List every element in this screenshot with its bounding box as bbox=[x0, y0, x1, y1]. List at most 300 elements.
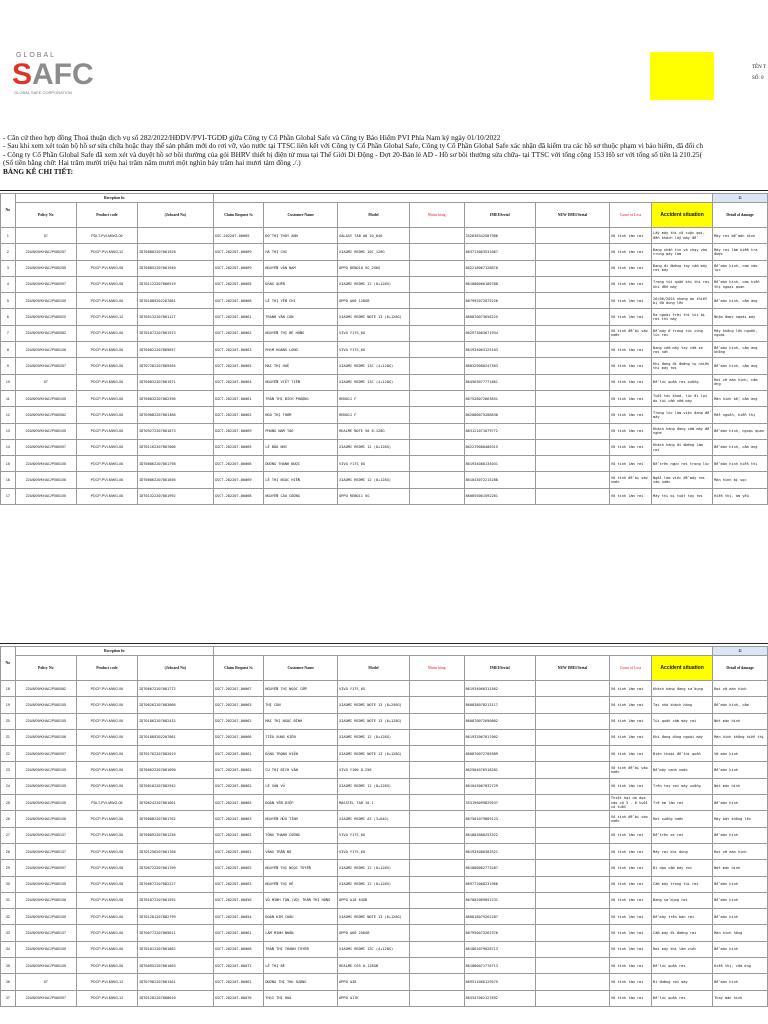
logo-subtitle: GLOBAL SAFE CORPORATION bbox=[14, 90, 73, 95]
row-cause: Vô tình làm rơi bbox=[609, 407, 651, 423]
row-claim: GSCT-202207-00069 bbox=[213, 472, 264, 488]
row-shop bbox=[409, 309, 464, 325]
row-customer: NGUYỄN CAO CƯỜNG bbox=[264, 488, 338, 504]
row-product: PDCP-PVI-MWG-12 bbox=[76, 990, 137, 1006]
row-shop bbox=[409, 876, 464, 892]
row-new-imei bbox=[536, 423, 610, 439]
row-imei: 863121071079772 bbox=[464, 423, 536, 439]
row-model: XIAOMI REDMI 12 (8+128G) bbox=[338, 860, 410, 876]
row-customer: NGUYỄN THỊ BÉ HỒNG bbox=[264, 325, 338, 341]
row-customer: LÊ THỊ BÉ bbox=[264, 958, 338, 974]
row-damage: Rơi vỡ màn hình bbox=[713, 843, 768, 859]
row-policy: 224/8/09/KHAC/P080105 bbox=[15, 909, 76, 925]
row-damage: Bể màn hình, cam hiển thị ngoại quan bbox=[713, 276, 768, 292]
table-row bbox=[1, 860, 768, 876]
row-accident: Khi đang dùng ngoài máy bbox=[652, 729, 713, 745]
row-jobcard: IDT06852207081940 bbox=[137, 260, 213, 276]
row-claim: GSCT-202207-00068 bbox=[213, 488, 264, 504]
table-row bbox=[1, 729, 768, 745]
row-claim: GSCT-202207-00062 bbox=[213, 778, 264, 794]
row-no: 37 bbox=[1, 990, 16, 1006]
row-accident: Để máy ở trong túi cùng lúc rơi bbox=[652, 325, 713, 341]
row-new-imei bbox=[536, 390, 610, 406]
row-product: PDCP-PVI-MWG-06 bbox=[76, 909, 137, 925]
row-product: PDCP-PVI-MWG-06 bbox=[76, 811, 137, 827]
row-product: PDCP-PVI-MWG-06 bbox=[76, 374, 137, 390]
row-imei: 861043067032729 bbox=[464, 778, 536, 794]
row-product: PDCP-PVI-MWG-06 bbox=[76, 390, 137, 406]
row-claim: GSCT-202207-00063 bbox=[213, 876, 264, 892]
intro-line3: - Công ty Cổ Phần Global Safe đã xem xét và duyệt hồ sơ bồi thường của gói BHRV thiết bị điện tử mua tại Thế Giới Di Động - Đợt 20-Bản lẻ AD - Hồ sơ bồi thường sửa chữa- tại TTSC với tổng cộng 153 Hồ sơ với tổng số tiền là 210.25( bbox=[3, 149, 703, 159]
row-shop bbox=[409, 244, 464, 260]
row-new-imei bbox=[536, 778, 610, 794]
row-jobcard: IDT06262207083066 bbox=[137, 697, 213, 713]
row-jobcard: IDT06892207081256 bbox=[137, 827, 213, 843]
row-jobcard: IDT01889202207081 bbox=[137, 293, 213, 309]
row-policy: 224/8/09/KHAC/P080105 bbox=[15, 958, 76, 974]
header-policy: Policy No bbox=[15, 656, 76, 681]
row-new-imei bbox=[536, 974, 610, 990]
row-jobcard: IDT09272207081873 bbox=[137, 423, 213, 439]
row-customer: LÊ VĂN VŨ bbox=[264, 778, 338, 794]
row-shop bbox=[409, 990, 464, 1006]
row-jobcard: IDT07262207085565 bbox=[137, 358, 213, 374]
table-row bbox=[1, 244, 768, 260]
row-imei: 861934063125103 bbox=[464, 342, 536, 358]
row-cause: Vô tình làm rơi bbox=[609, 958, 651, 974]
row-model: XIAOMI REDMI NOTE 13 (6+128G) bbox=[338, 746, 410, 762]
header-damage: Detail of damage bbox=[713, 656, 768, 681]
row-jobcard: IDT01012207081862 bbox=[137, 941, 213, 957]
row-customer: NGUYỄN VĂN NAM bbox=[264, 260, 338, 276]
row-shop bbox=[409, 925, 464, 941]
row-claim: GSCT-202207-00065 bbox=[213, 276, 264, 292]
row-product: PDCP-PVI-MWG-06 bbox=[76, 488, 137, 504]
row-product: PDCP-PVI-MWG-06 bbox=[76, 456, 137, 472]
row-shop bbox=[409, 228, 464, 244]
row-model: XIAOMI REDMI 13C (4+128G) bbox=[338, 941, 410, 957]
row-imei: 353196099829537 bbox=[464, 795, 536, 811]
row-jobcard: IDT01122207086519 bbox=[137, 276, 213, 292]
row-imei: 867950073262376 bbox=[464, 925, 536, 941]
logo-top-text: GLOBAL bbox=[16, 52, 57, 59]
row-policy: 224/8/09/KHAC/P080105 bbox=[15, 456, 76, 472]
row-customer: NGÔ THỊ THƠM bbox=[264, 407, 338, 423]
row-policy: 224/8/09/KHAC/P080106 bbox=[15, 892, 76, 908]
row-jobcard: IDT01281207082799 bbox=[137, 909, 213, 925]
row-accident: Đi dạo cầm máy rơi bbox=[652, 860, 713, 876]
row-shop bbox=[409, 778, 464, 794]
row-imei: 863713063531067 bbox=[464, 244, 536, 260]
row-policy: 224/8/09/KHAC/P080255 bbox=[15, 260, 76, 276]
row-no: 30 bbox=[1, 876, 16, 892]
row-model: XIAOMI REDMI 12 (8+128G) bbox=[338, 472, 410, 488]
row-jobcard: IDT01282207088610 bbox=[137, 990, 213, 1006]
row-product: PDCP-PVI-MWG-06 bbox=[76, 876, 137, 892]
table-row bbox=[1, 974, 768, 990]
row-no: 15 bbox=[1, 456, 16, 472]
row-claim: GSCT-202207-00061 bbox=[213, 843, 264, 859]
divider-top bbox=[0, 190, 768, 191]
row-no: 20 bbox=[1, 713, 16, 729]
row-product: PDCP-PVI-MWG-06 bbox=[76, 423, 137, 439]
row-no: 7 bbox=[1, 325, 16, 341]
row-accident: Trẻ em làm rơi bbox=[652, 795, 713, 811]
row-shop bbox=[409, 293, 464, 309]
divider-page2 bbox=[0, 643, 768, 644]
row-damage: Bể màn hình, cảm ứng không bbox=[713, 342, 768, 358]
header-right-line1: TÊN T bbox=[752, 65, 766, 70]
row-model: OPPO A38 bbox=[338, 974, 410, 990]
row-product: PDCP-PVI-MWG-06 bbox=[76, 941, 137, 957]
row-no: 19 bbox=[1, 697, 16, 713]
row-customer: ĐẶNG TRỌNG HIỆN bbox=[264, 746, 338, 762]
row-imei: 869772068231966 bbox=[464, 876, 536, 892]
row-damage: Bể màn hình, cảm ứng bbox=[713, 439, 768, 455]
row-customer: ĐOÀN KIM CHÂU bbox=[264, 909, 338, 925]
row-new-imei bbox=[536, 795, 610, 811]
row-product: PDCP-PVI-MWG-06 bbox=[76, 260, 137, 276]
row-claim: GSCT-202207-00065 bbox=[213, 795, 264, 811]
row-cause: Vô tình làm rơi bbox=[609, 860, 651, 876]
row-cause: Vô tình làm rơi bbox=[609, 713, 651, 729]
row-accident: 26/06/2024 nhưng do thiết bị đã dùng lên bbox=[652, 293, 713, 309]
row-cause: Vô tình làm rơi bbox=[609, 941, 651, 957]
table-row bbox=[1, 681, 768, 697]
row-model: VIVO Y17S_6G bbox=[338, 827, 410, 843]
row-no: 8 bbox=[1, 342, 16, 358]
table-row bbox=[1, 892, 768, 908]
row-cause: Vô tình làm rơi bbox=[609, 293, 651, 309]
row-imei: 861880062773287 bbox=[464, 860, 536, 876]
row-damage: Hiển thị, ám yếu bbox=[713, 488, 768, 504]
row-claim: GSCT-202207-00064 bbox=[213, 374, 264, 390]
row-no: 24 bbox=[1, 778, 16, 794]
row-customer: LÊ BẢO NHI bbox=[264, 439, 338, 455]
row-no: 10 bbox=[1, 374, 16, 390]
row-no: 6 bbox=[1, 309, 16, 325]
row-cause: Vô tình làm rơi bbox=[609, 276, 651, 292]
row-product: PDCP-PVI-MWG-06 bbox=[76, 681, 137, 697]
row-model: MASSTEL TAB 10.1 bbox=[338, 795, 410, 811]
row-claim: GSCT-202207-00065 bbox=[213, 358, 264, 374]
row-accident: Cầm máy đi đường rơi bbox=[652, 925, 713, 941]
header-product: Product code bbox=[76, 656, 137, 681]
row-jobcard: IDT06672207082227 bbox=[137, 876, 213, 892]
row-accident: Ra ngoài trời thì túi bị rơi thì máy bbox=[652, 309, 713, 325]
row-damage: Bể màn hình, ngoại quan bbox=[713, 423, 768, 439]
row-jobcard: IDT06622207081090 bbox=[137, 762, 213, 778]
row-product: PDCP-PVI-MWG-06 bbox=[76, 439, 137, 455]
row-claim: GSCT-202207-00067 bbox=[213, 681, 264, 697]
row-product: PDCP-PVI-MWG-06 bbox=[76, 293, 137, 309]
row-imei: 860655061592261 bbox=[464, 488, 536, 504]
row-new-imei bbox=[536, 325, 610, 341]
section-title: BẢNG KÊ CHI TIẾT: bbox=[3, 166, 74, 176]
row-claim: GSCT-202207-00061 bbox=[213, 746, 264, 762]
row-cause: Vô tình làm rơi bbox=[609, 909, 651, 925]
row-new-imei bbox=[536, 892, 610, 908]
row-new-imei bbox=[536, 990, 610, 1006]
row-policy: 224/8/09/KHAC/P080257 bbox=[15, 358, 76, 374]
row-no: 11 bbox=[1, 390, 16, 406]
table-row bbox=[1, 925, 768, 941]
row-cause: Vô tình làm rơi bbox=[609, 423, 651, 439]
row-claim: GSCT-202207-00069 bbox=[213, 423, 264, 439]
row-new-imei bbox=[536, 456, 610, 472]
row-no: 21 bbox=[1, 729, 16, 745]
row-accident: Rơi máy khi làm việc bbox=[652, 941, 713, 957]
row-new-imei bbox=[536, 439, 610, 455]
table-row bbox=[1, 762, 768, 778]
row-shop bbox=[409, 909, 464, 925]
row-cause: Vô tình làm rơi bbox=[609, 925, 651, 941]
row-new-imei bbox=[536, 488, 610, 504]
row-new-imei bbox=[536, 681, 610, 697]
row-policy: 224/8/09/KHAC/P080105 bbox=[15, 423, 76, 439]
row-accident: Tuổi tác khoá, lúc đi lại do túi cầm nếm máy bbox=[652, 390, 713, 406]
row-damage: Bể màn hình hiển thị bbox=[713, 456, 768, 472]
row-policy: 224/8/09/KHAC/P080105 bbox=[15, 778, 76, 794]
header-damage: Detail of damage bbox=[713, 203, 768, 228]
header-no: No bbox=[1, 194, 16, 228]
row-no: 27 bbox=[1, 827, 16, 843]
row-product: PDLT-PVI-MWG-06 bbox=[76, 228, 137, 244]
table-row bbox=[1, 228, 768, 244]
row-accident: Để túi quần rơi bbox=[652, 958, 713, 974]
row-customer: LÊ THỊ NGỌC HIỀN bbox=[264, 472, 338, 488]
row-new-imei bbox=[536, 827, 610, 843]
table-row bbox=[1, 374, 768, 390]
row-cause: Vô tình để bị vào nước bbox=[609, 325, 651, 341]
row-new-imei bbox=[536, 260, 610, 276]
row-cause: Vô tình làm rơi bbox=[609, 697, 651, 713]
row-policy: 224/8/09/KHAC/P080106 bbox=[15, 811, 76, 827]
row-imei: 861086066180788 bbox=[464, 276, 536, 292]
row-model: VIVO Y17S_6G bbox=[338, 843, 410, 859]
table-row bbox=[1, 488, 768, 504]
row-policy: 224/8/09/KHAC/P080106 bbox=[15, 472, 76, 488]
row-no: 29 bbox=[1, 860, 16, 876]
table-row bbox=[1, 811, 768, 827]
row-no: 9 bbox=[1, 358, 16, 374]
table-row bbox=[1, 990, 768, 1006]
row-shop bbox=[409, 325, 464, 341]
header-cause: Cause of Loss bbox=[609, 203, 651, 228]
row-imei: 352638342587986 bbox=[464, 228, 536, 244]
header-jobcard: (Jobcard No) bbox=[137, 656, 213, 681]
row-model: XIAOMI REDMI NOTE 13 (6+128G) bbox=[338, 713, 410, 729]
row-cause: Vô tình làm rơi bbox=[609, 974, 651, 990]
row-cause: Vô tình làm rơi bbox=[609, 456, 651, 472]
row-customer: THỊ CÒN bbox=[264, 697, 338, 713]
table-row bbox=[1, 827, 768, 843]
row-new-imei bbox=[536, 713, 610, 729]
row-shop bbox=[409, 488, 464, 504]
header-right-line2: SỐ: 0 bbox=[752, 76, 764, 81]
row-policy: 224/8/09/KHAC/P080105 bbox=[15, 390, 76, 406]
row-new-imei bbox=[536, 909, 610, 925]
row-policy: 224/8/09/KHAC/P080105 bbox=[15, 713, 76, 729]
row-policy: 224/8/09/KHAC/P080097 bbox=[15, 276, 76, 292]
row-policy: 224/8/09/KHAC/P080137 bbox=[15, 843, 76, 859]
row-shop bbox=[409, 423, 464, 439]
row-product: PDCP-PVI-MWG-06 bbox=[76, 778, 137, 794]
row-model: XIAOMI REDMI 12 (8+128G) bbox=[338, 778, 410, 794]
row-no: 12 bbox=[1, 407, 16, 423]
row-cause: Vô tình làm rơi bbox=[609, 309, 651, 325]
row-customer: PHẠM HOÀNG LONG bbox=[264, 342, 338, 358]
row-shop bbox=[409, 456, 464, 472]
row-damage: Màn hình không hiển thị bbox=[713, 729, 768, 745]
row-cause: Vô tình làm rơi bbox=[609, 374, 651, 390]
row-model: XIAOMI REDMI A3 (3+64G) bbox=[338, 811, 410, 827]
row-no: 25 bbox=[1, 795, 16, 811]
row-jobcard: IDT06832207082396 bbox=[137, 390, 213, 406]
row-jobcard: IDT01872207081592 bbox=[137, 892, 213, 908]
row-cause: Vô tình làm rơi bbox=[609, 729, 651, 745]
row-cause: Vô tình làm rơi bbox=[609, 260, 651, 276]
row-shop bbox=[409, 860, 464, 876]
row-shop bbox=[409, 697, 464, 713]
row-imei: 862219080400315 bbox=[464, 439, 536, 455]
row-cause: Vô tình để bị vào nước bbox=[609, 472, 651, 488]
row-model: OPPO A60 256GB bbox=[338, 925, 410, 941]
header-new-imei: NEW IMEI/Serial bbox=[536, 203, 610, 228]
table-row bbox=[1, 941, 768, 957]
row-accident: Rơi xuống nước bbox=[652, 811, 713, 827]
row-shop bbox=[409, 276, 464, 292]
row-jobcard: IDT06802207081928 bbox=[137, 244, 213, 260]
row-policy: 224/8/09/KHAC/P080106 bbox=[15, 729, 76, 745]
row-imei: 869511066129575 bbox=[464, 974, 536, 990]
row-shop bbox=[409, 746, 464, 762]
table-row bbox=[1, 958, 768, 974]
row-product: PDCP-PVI-MWG-12 bbox=[76, 244, 137, 260]
row-damage: Máy bật không lên bbox=[713, 811, 768, 827]
row-accident: Cầm máy trong túi rơi bbox=[652, 876, 713, 892]
row-jobcard: IDT06022207089657 bbox=[137, 342, 213, 358]
row-product: PDCP-PVI-MWG-06 bbox=[76, 472, 137, 488]
row-customer: ĐOÀN YẾN DIỆP bbox=[264, 795, 338, 811]
row-product: PDCP-PVI-MWG-06 bbox=[76, 958, 137, 974]
row-policy: 57 bbox=[15, 228, 76, 244]
row-model: VIVO Y100 8-256 bbox=[338, 762, 410, 778]
row-policy: 224/8/09/KHAC/P080105 bbox=[15, 876, 76, 892]
row-cause: Vô tình làm rơi bbox=[609, 342, 651, 358]
row-customer: PHÙNG NAM TÀO bbox=[264, 423, 338, 439]
row-model: OPPO A18 64GB bbox=[338, 892, 410, 908]
row-damage: Nứt màn hình bbox=[713, 713, 768, 729]
row-damage: Màn hình bể, cảm ứng bbox=[713, 390, 768, 406]
table-row bbox=[1, 293, 768, 309]
row-jobcard: IDT06862207081656 bbox=[137, 472, 213, 488]
row-jobcard: IDT06952207081663 bbox=[137, 958, 213, 974]
row-model: XIAOMI REDMI NOTE 13 (6+128G) bbox=[338, 309, 410, 325]
row-no: 17 bbox=[1, 488, 16, 504]
row-damage: Máy rơi bể màn hình bbox=[713, 228, 768, 244]
row-imei: 862218067128670 bbox=[464, 260, 536, 276]
row-new-imei bbox=[536, 729, 610, 745]
row-new-imei bbox=[536, 941, 610, 957]
row-new-imei bbox=[536, 276, 610, 292]
table-group-header bbox=[1, 194, 768, 203]
row-model: OPPO A17K bbox=[338, 990, 410, 1006]
row-accident: Điện thoại để túi quần bbox=[652, 746, 713, 762]
table-row bbox=[1, 843, 768, 859]
row-customer: ĐẶNG QUẾN bbox=[264, 276, 338, 292]
row-policy: 224/8/09/KHAC/P080106 bbox=[15, 342, 76, 358]
row-accident: Đang cầm máy tay cầm xe rơi nát bbox=[652, 342, 713, 358]
row-cause: Vô tình làm rơi bbox=[609, 827, 651, 843]
row-accident: Để máy trên bàn rơi bbox=[652, 909, 713, 925]
row-shop bbox=[409, 713, 464, 729]
header-reception-group: Reception fu bbox=[15, 647, 213, 656]
header-imei: IMEI/Serial bbox=[464, 656, 536, 681]
row-product: PDCP-PVI-MWG-12 bbox=[76, 309, 137, 325]
row-damage: Bể màn hình bbox=[713, 876, 768, 892]
row-policy: 224/8/09/KHAC/P080082 bbox=[15, 407, 76, 423]
row-policy: 224/8/09/KHAC/P080257 bbox=[15, 244, 76, 260]
row-shop bbox=[409, 729, 464, 745]
row-damage: Bể màn hình, cảm ứng bbox=[713, 358, 768, 374]
row-customer: LÂM MINH NHÂN bbox=[264, 925, 338, 941]
row-imei: 861803080253322 bbox=[464, 827, 536, 843]
row-cause: Vô tình làm rơi bbox=[609, 358, 651, 374]
row-new-imei bbox=[536, 843, 610, 859]
row-shop bbox=[409, 762, 464, 778]
row-claim: GSCT-202207-00066 bbox=[213, 941, 264, 957]
header-group-filler bbox=[213, 194, 712, 203]
table-group-header bbox=[1, 647, 768, 656]
row-customer: HÀ THỊ CHI bbox=[264, 244, 338, 260]
row-cause: Vô tình làm rơi bbox=[609, 488, 651, 504]
row-jobcard: IDT05132207081127 bbox=[137, 309, 213, 325]
row-damage: Bể màn hình bbox=[713, 974, 768, 990]
row-no: 16 bbox=[1, 472, 16, 488]
row-damage: Bể màn hình bbox=[713, 941, 768, 957]
row-damage: Rơi vỡ màn hình, cảm ứng bbox=[713, 374, 768, 390]
row-new-imei bbox=[536, 358, 610, 374]
row-jobcard: IDT06102207082942 bbox=[137, 778, 213, 794]
row-accident: Ngồi làm việc để máy rơi vào nước bbox=[652, 472, 713, 488]
company-logo bbox=[8, 50, 94, 100]
row-product: PDCP-PVI-MWG-06 bbox=[76, 713, 137, 729]
row-product: PDCP-PVI-MWG-06 bbox=[76, 729, 137, 745]
row-no: 23 bbox=[1, 762, 16, 778]
row-shop bbox=[409, 472, 464, 488]
row-no: 26 bbox=[1, 811, 16, 827]
header-claim: Claim Request № bbox=[213, 203, 264, 228]
row-jobcard: IDT01322207081992 bbox=[137, 488, 213, 504]
row-new-imei bbox=[536, 762, 610, 778]
row-accident: Đang nhắn tin và chạy vào trung máy làm bbox=[652, 244, 713, 260]
header-model: Model bbox=[338, 203, 410, 228]
row-new-imei bbox=[536, 860, 610, 876]
row-claim: GSCT-202207-00061 bbox=[213, 974, 264, 990]
row-damage: Mất nguồn, hiển thị bbox=[713, 407, 768, 423]
row-model: XIAOMI REDMI NOTE 13 (8+256G) bbox=[338, 697, 410, 713]
row-shop bbox=[409, 260, 464, 276]
row-policy: 224/8/09/KHAC/P080105 bbox=[15, 795, 76, 811]
row-cause: Vô tình làm rơi bbox=[609, 228, 651, 244]
row-policy: 224/8/09/KHAC/P080105 bbox=[15, 762, 76, 778]
row-imei: 861934080135031 bbox=[464, 456, 536, 472]
row-cause: Vô tình làm rơi bbox=[609, 876, 651, 892]
header-group-right: G bbox=[713, 647, 768, 656]
row-no: 33 bbox=[1, 925, 16, 941]
header-shop: Nhóm hàng bbox=[409, 203, 464, 228]
